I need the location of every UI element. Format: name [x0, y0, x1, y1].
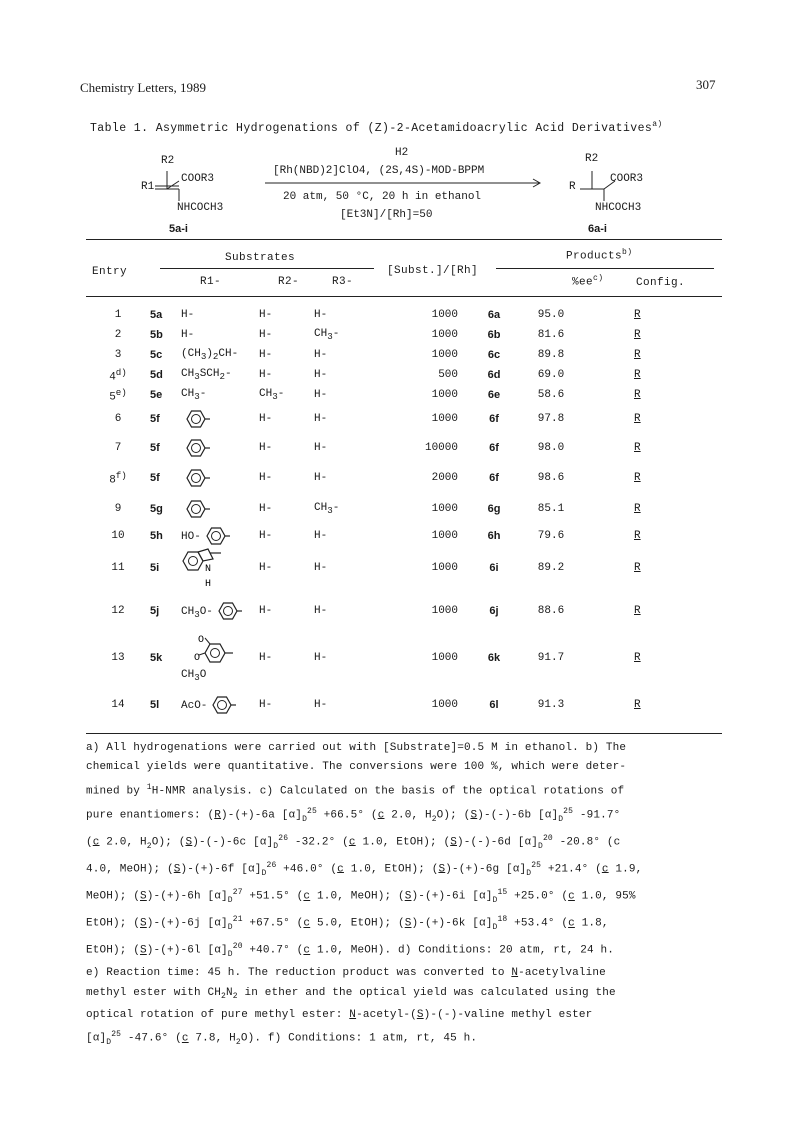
footnote-line: MeOH); (S)-(+)-6h $[\alpha]_D^{27} +51.5^\circ$ (c 1.0, MeOH); (S)-(+)-6i $[\alpha]_D^{15} +25.0^\circ$ (c 1.0, 95% — [86, 887, 636, 905]
r1-cell — [181, 547, 259, 589]
substrate-cell: 5i — [150, 562, 160, 574]
product-cell: 6f — [489, 413, 499, 425]
substrate-cell: 5l — [150, 699, 160, 712]
ee-cell: 95.0 — [537, 309, 565, 321]
product-cell: 6f — [489, 472, 499, 484]
r3-cell: $CH_3-$ — [314, 501, 340, 517]
ratio-cell: 2000 — [431, 472, 458, 484]
ratio-cell: 10000 — [424, 442, 458, 454]
col-ratio: [Subst.]/[Rh] — [387, 265, 479, 277]
r2-cell: H- — [259, 442, 273, 454]
ratio-cell: 1000 — [431, 349, 458, 361]
ratio-cell: 1000 — [431, 503, 458, 515]
ee-cell: 89.2 — [537, 562, 565, 574]
product-r: R — [569, 181, 576, 193]
config-cell: R — [634, 389, 641, 401]
table-row — [86, 385, 722, 405]
footnote-line: $[\alpha]_D^{25}$ -47.6° (c 7.8, $H_2O$). f) Conditions: 1 atm, rt, 45 h. — [86, 1030, 478, 1048]
entry-cell: 2 — [114, 329, 122, 341]
table-row — [86, 589, 722, 633]
entry-cell: 11 — [111, 562, 125, 574]
ee-cell: 69.0 — [537, 369, 565, 381]
table-bottom-rule — [86, 733, 722, 734]
config-cell: R — [634, 472, 641, 484]
config-cell: R — [634, 530, 641, 542]
substrate-cell: 5f — [150, 413, 160, 425]
r3-cell: H- — [314, 369, 328, 381]
entry-cell: 14 — [111, 699, 125, 712]
r3-cell: H- — [314, 652, 328, 665]
entry-cell: 9 — [114, 503, 122, 515]
config-cell: R — [634, 413, 641, 425]
table-row — [86, 345, 722, 365]
ratio-cell: 1000 — [431, 329, 458, 341]
product-cell: 6i — [489, 562, 499, 574]
entry-cell: 8$^{f)}$ — [109, 469, 127, 487]
table-row — [86, 325, 722, 345]
substrate-cell: 5b — [150, 329, 163, 341]
col-entry: Entry — [92, 266, 128, 278]
table-row — [86, 683, 722, 727]
table-row — [86, 405, 722, 433]
entry-cell: 6 — [114, 413, 122, 425]
r3-cell: H- — [314, 442, 328, 454]
ratio-cell: 1000 — [431, 413, 458, 425]
substrate-cell: 5f — [150, 442, 160, 454]
col-r2: R2- — [278, 276, 300, 288]
products-rule — [496, 268, 714, 269]
footnote-line: chemical yields were quantitative. The conversions were 100 %, which were deter- — [86, 761, 627, 774]
config-cell: R — [634, 652, 641, 665]
substrate-cell: 5a — [150, 309, 163, 321]
product-cell: 6k — [487, 652, 501, 665]
svg-text:O: O — [198, 635, 205, 646]
r2-cell: $CH_3-$ — [259, 387, 285, 403]
config-cell: R — [634, 442, 641, 454]
col-ee: $\%ee^{c)}$ — [572, 274, 604, 289]
r3-cell: H- — [314, 413, 328, 425]
config-cell: R — [634, 369, 641, 381]
ee-cell: 98.0 — [537, 442, 565, 454]
substrate-cell: 5f — [150, 472, 160, 484]
substrate-cell: 5e — [150, 389, 163, 401]
footnote-line: a) All hydrogenations were carried out with [Substrate]=0.5 M in ethanol. b) The — [86, 742, 627, 754]
config-cell: R — [634, 562, 641, 574]
page-number: 307 — [696, 77, 716, 92]
entry-cell: 4$^{d)}$ — [109, 366, 127, 384]
entry-cell: 10 — [111, 530, 125, 542]
r2-cell: H- — [259, 605, 273, 617]
header-bottom-rule — [86, 296, 722, 297]
r3-cell: H- — [314, 530, 328, 542]
ee-cell: 91.3 — [537, 699, 565, 712]
ee-cell: 58.6 — [537, 389, 565, 401]
table-row — [86, 365, 722, 385]
product-cell: 6j — [489, 605, 499, 617]
entry-cell: 3 — [114, 349, 122, 361]
substrate-cell: 5h — [150, 530, 163, 542]
ee-cell: 91.7 — [537, 652, 565, 665]
r3-cell: H- — [314, 309, 328, 321]
substrate-cell: 5j — [150, 605, 160, 617]
r2-cell: H- — [259, 369, 273, 381]
footnote-line: EtOH); (S)-(+)-6l $[\alpha]_D^{20} +40.7^\circ$ (c 1.0, MeOH). d) Conditions: 20 atm, rt, 24 h. — [86, 942, 614, 960]
product-nhcoch3: NHCOCH3 — [595, 202, 642, 214]
catalyst-text: [Rh(NBD)2]ClO4, (2S,4S)-MOD-BPPM — [273, 165, 485, 177]
reactant-coor: COOR3 — [181, 173, 215, 185]
r2-cell: H- — [259, 329, 273, 341]
ratio-cell: 1000 — [431, 389, 458, 401]
r1-cell — [181, 405, 259, 433]
r3-cell: H- — [314, 699, 328, 712]
r2-cell: H- — [259, 349, 273, 361]
ratio-cell: 1000 — [431, 699, 458, 712]
table-row — [86, 463, 722, 493]
footnote-line: optical rotation of pure methyl ester: N-acetyl-(S)-(-)-valine methyl ester — [86, 1009, 593, 1022]
product-r2: R2 — [585, 153, 599, 165]
product-cell: 6b — [487, 329, 501, 341]
ee-cell: 81.6 — [537, 329, 565, 341]
r2-cell: H- — [259, 503, 273, 515]
svg-text:H: H — [205, 579, 212, 589]
ratio-cell: 1000 — [431, 562, 458, 574]
r2-cell: H- — [259, 699, 273, 712]
results-table — [86, 305, 722, 727]
table-row — [86, 305, 722, 325]
reactant-nhcoch3: NHCOCH3 — [177, 202, 224, 214]
substrate-cell: 5g — [150, 503, 163, 515]
substrate-cell: 5c — [150, 349, 163, 361]
substrate-cell: 5k — [150, 652, 163, 665]
reactant-label: 5a-i — [169, 223, 188, 235]
config-cell: R — [634, 503, 641, 515]
svg-text:N: N — [205, 564, 212, 575]
ch3o-label: $CH_3O$ — [181, 669, 207, 684]
entry-cell: 7 — [114, 442, 122, 454]
col-r3: R3- — [332, 276, 354, 288]
reactant-r1: R1 — [141, 181, 155, 193]
r2-cell: H- — [259, 652, 273, 665]
ee-cell: 85.1 — [537, 503, 565, 515]
entry-cell: 13 — [111, 652, 125, 665]
table-row — [86, 493, 722, 525]
ee-cell: 97.8 — [537, 413, 565, 425]
r1-cell: $CH_3O-$ — [181, 589, 259, 633]
r1-cell — [181, 463, 259, 493]
r3-cell: H- — [314, 472, 328, 484]
r1-cell — [181, 433, 259, 463]
r3-cell: H- — [314, 389, 328, 401]
col-r1: R1- — [200, 276, 222, 288]
reactant-r2: R2 — [161, 155, 175, 167]
table-caption — [90, 120, 663, 135]
entry-cell: 12 — [111, 605, 125, 617]
ee-cell: 98.6 — [537, 472, 565, 484]
table-top-rule — [86, 239, 722, 240]
svg-text:O: O — [194, 653, 201, 664]
product-cell: 6h — [487, 530, 501, 542]
footnote-line: EtOH); (S)-(+)-6j $[\alpha]_D^{21} +67.5^\circ$ (c 5.0, EtOH); (S)-(+)-6k $[\alpha]_D^{18} +53.4^\circ$ (c 1.8, — [86, 915, 609, 932]
ratio-cell: 1000 — [431, 530, 458, 542]
config-cell: R — [634, 699, 641, 712]
ee-cell: 88.6 — [537, 605, 565, 617]
r1-cell: $(CH_3)_2CH-$ — [181, 347, 239, 363]
r1-cell: HO- — [181, 525, 259, 547]
footnote-line: methyl ester with $CH_2N_2$ in ether and the optical yield was calculated using the — [86, 986, 616, 1001]
substrate-cell: 5d — [150, 369, 163, 381]
r1-cell — [181, 633, 259, 683]
footnote-line: mined by $^1$H-NMR analysis. c) Calculated on the basis of the optical rotations of — [86, 782, 625, 798]
entry-cell: 1 — [114, 309, 122, 321]
ee-cell: 79.6 — [537, 530, 565, 542]
substrates-rule — [160, 268, 374, 269]
product-label: 6a-i — [588, 223, 607, 235]
conditions-text: 20 atm, 50 °C, 20 h in ethanol — [283, 191, 482, 203]
product-coor: COOR3 — [610, 173, 644, 185]
table-row — [86, 525, 722, 547]
table-caption-note: a) — [652, 120, 663, 129]
journal-header: Chemistry Letters, 1989 — [80, 80, 207, 95]
footnote-line: e) Reaction time: 45 h. The reduction product was converted to N-acetylvaline — [86, 967, 606, 980]
r3-cell: H- — [314, 605, 328, 617]
footnotes — [86, 739, 718, 1053]
footnote-line: 4.0, MeOH); (S)-(+)-6f $[\alpha]_D^{26} +46.0^\circ$ (c 1.0, EtOH); (S)-(+)-6g $[\alpha]_D^{25} +21.4^\circ$ (c 1.9, — [86, 860, 643, 878]
col-substrates: Substrates — [225, 252, 296, 264]
r1-cell: H- — [181, 329, 195, 341]
r1-cell: $CH_3SCH_2-$ — [181, 367, 232, 383]
col-config: Config. — [636, 277, 686, 289]
ee-cell: 89.8 — [537, 349, 565, 361]
product-cell: 6a — [487, 309, 501, 321]
config-cell: R — [634, 605, 641, 617]
product-cell: 6d — [487, 369, 501, 381]
reagent-h2: H2 — [395, 147, 409, 159]
config-cell: R — [634, 329, 641, 341]
r1-cell: $CH_3-$ — [181, 387, 207, 403]
product-cell: 6e — [487, 389, 501, 401]
table-row — [86, 433, 722, 463]
r2-cell: H- — [259, 530, 273, 542]
r3-cell: $CH_3-$ — [314, 327, 340, 343]
ratio-cell: 1000 — [431, 652, 458, 665]
config-cell: R — [634, 309, 641, 321]
r3-cell: H- — [314, 349, 328, 361]
product-cell: 6c — [487, 349, 501, 361]
ratio-cell: 1000 — [431, 605, 458, 617]
col-products: Products$^{b)}$ — [566, 248, 633, 263]
additive-text: [Et3N]/[Rh]=50 — [340, 209, 433, 221]
r1-cell — [181, 493, 259, 525]
table-caption-title: Table 1. Asymmetric Hydrogenations of (Z)-2-Acetamidoacrylic Acid Derivatives — [90, 121, 653, 135]
reaction-scheme — [85, 143, 725, 238]
product-cell: 6f — [489, 442, 499, 454]
r2-cell: H- — [259, 309, 273, 321]
r2-cell: H- — [259, 472, 273, 484]
r1-cell: AcO- — [181, 683, 259, 727]
table-row — [86, 547, 722, 589]
r3-cell: H- — [314, 562, 328, 574]
ratio-cell: 1000 — [431, 309, 458, 321]
r2-cell: H- — [259, 562, 273, 574]
product-cell: 6l — [489, 699, 499, 712]
table-row — [86, 633, 722, 683]
footnote-line: pure enantiomers: (R)-(+)-6a $[\alpha]_D^{25} +66.5^\circ$ (c 2.0, $H_2O$); (S)-(-)-6b $[\alpha]_D^{25}$ -91.7° — [86, 806, 621, 824]
r2-cell: H- — [259, 413, 273, 425]
ratio-cell: 500 — [438, 369, 458, 381]
footnote-line: (c 2.0, $H_2O$); (S)-(-)-6c $[\alpha]_D^{26}$ -32.2° (c 1.0, EtOH); (S)-(-)-6d $[\alpha]_D^{20}$ -20.8° (c — [86, 833, 621, 851]
r1-cell: H- — [181, 309, 195, 321]
product-cell: 6g — [487, 503, 501, 515]
entry-cell: 5$^{e)}$ — [109, 386, 127, 404]
config-cell: R — [634, 349, 641, 361]
